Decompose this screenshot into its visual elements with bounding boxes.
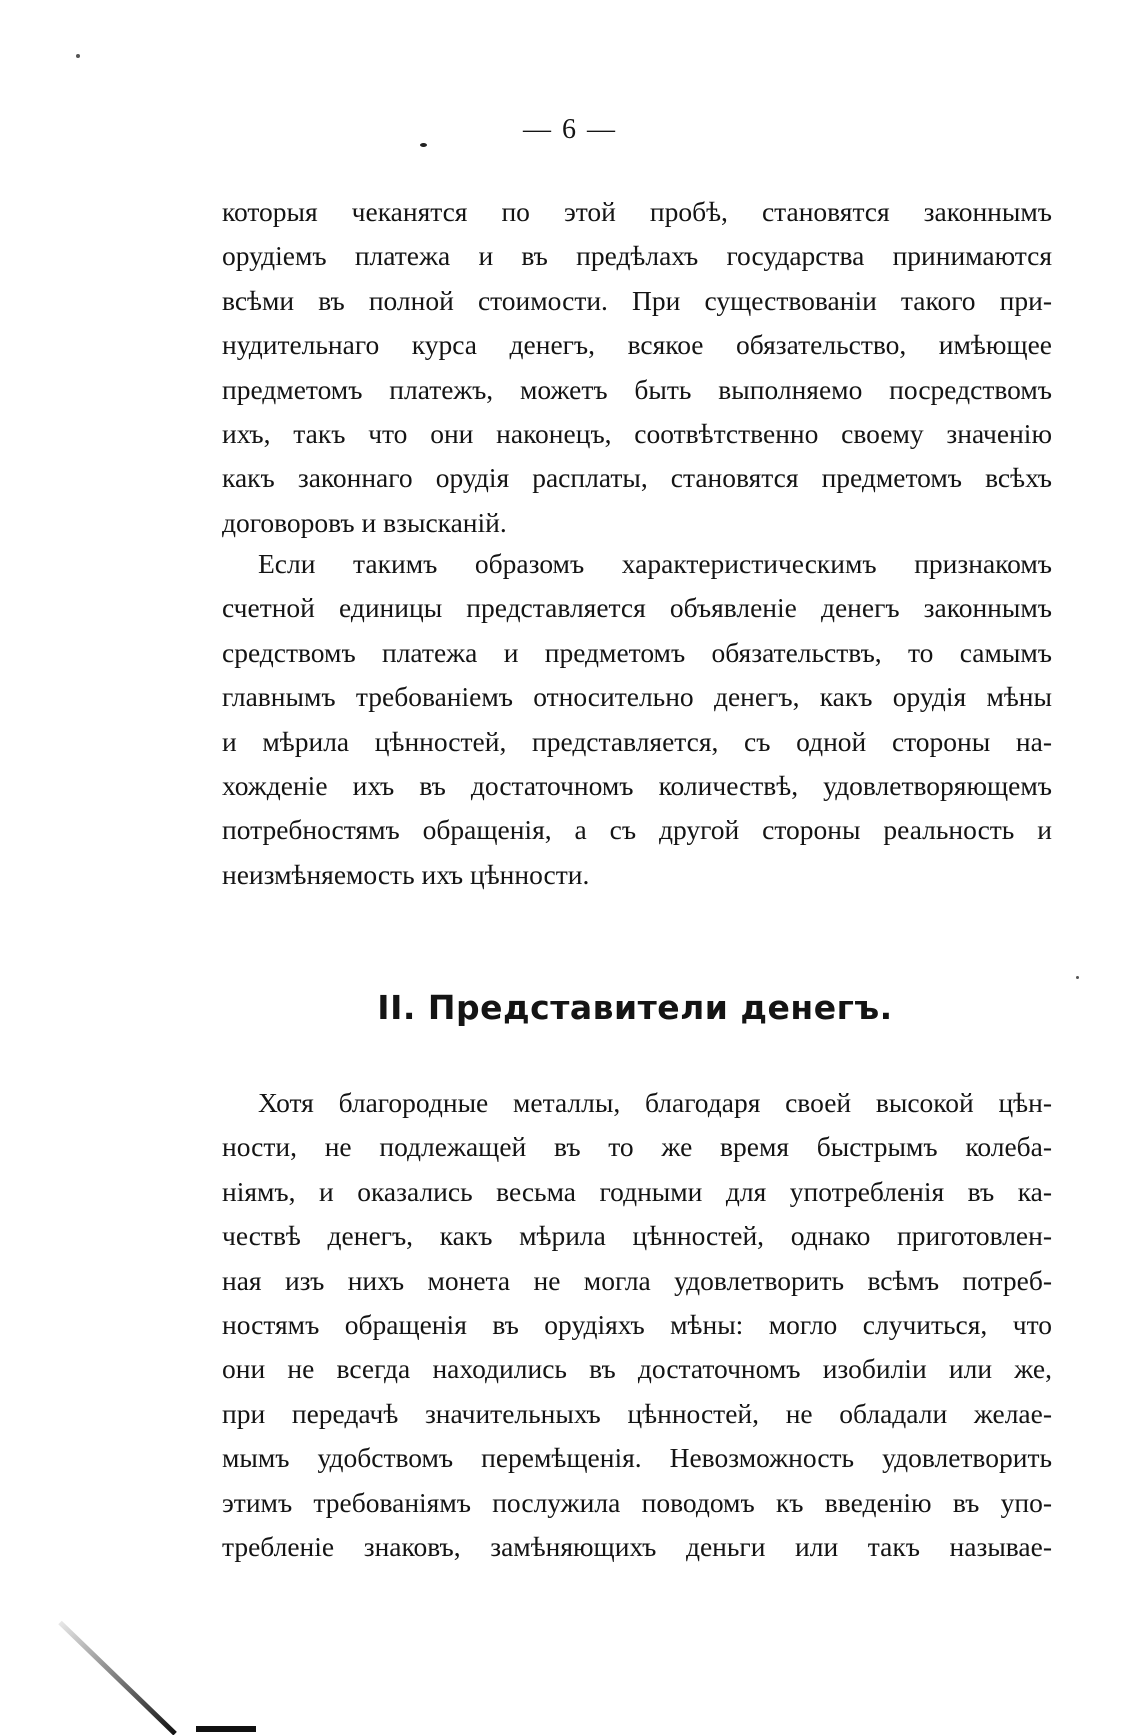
text-line: при передачѣ значительныхъ цѣнностей, не обладали желае- [222, 1397, 1052, 1429]
scan-streak [58, 1621, 177, 1735]
text-line: Если такимъ образомъ характеристическимъ признакомъ [258, 548, 1052, 579]
text-line: какъ законнаго орудія расплаты, становятся предметомъ всѣхъ [222, 462, 1052, 494]
text-line: ихъ, такъ что они наконецъ, соотвѣтственно своему значенію [222, 417, 1052, 449]
text-line: предметомъ платежъ, можетъ быть выполняемо посредствомъ [222, 373, 1052, 405]
text-line: Хотя благородные металлы, благодаря своей высокой цѣн- [258, 1087, 1052, 1118]
text-line: они не всегда находились въ достаточномъ изобиліи или же, [222, 1353, 1052, 1385]
text-line: неизмѣняемость ихъ цѣнности. [222, 858, 590, 890]
text-line: потребностямъ обращенія, а съ другой стороны реальность и [222, 814, 1052, 846]
text-line: счетной единицы представляется объявленіе денегъ законнымъ [222, 592, 1052, 624]
paragraph-2 [222, 542, 1052, 897]
text-line: договоровъ и взысканій. [222, 506, 507, 538]
scan-speck [1076, 976, 1079, 979]
text-line: ніямъ, и оказались весьма годными для употребленія въ ка- [222, 1175, 1052, 1207]
text-line: всѣми въ полной стоимости. При существованіи такого при- [222, 284, 1052, 316]
text-line: нудительнаго курса денегъ, всякое обязательство, имѣющее [222, 329, 1052, 361]
text-line: и мѣрила цѣнностей, представляется, съ одной стороны на- [222, 725, 1052, 757]
scan-speck [420, 143, 427, 147]
section-heading: II. Представители денегъ. [377, 988, 893, 1027]
text-line: мымъ удобствомъ перемѣщенія. Невозможность удовлетворить [222, 1442, 1052, 1474]
text-line: средствомъ платежа и предметомъ обязательствъ, то самымъ [222, 636, 1052, 668]
text-line: хожденіе ихъ въ достаточномъ количествѣ, удовлетворяющемъ [222, 769, 1052, 801]
page-number: — 6 — [523, 114, 617, 145]
text-line: ная изъ нихъ монета не могла удовлетворить всѣмъ потреб- [222, 1264, 1052, 1296]
text-line: главнымъ требованіемъ относительно денегъ, какъ орудія мѣны [222, 681, 1052, 713]
paragraph-3 [222, 1081, 1052, 1569]
text-line: этимъ требованіямъ послужила поводомъ къ введенію въ упо- [222, 1486, 1052, 1518]
text-line: ности, не подлежащей въ то же время быстрымъ колеба- [222, 1131, 1052, 1163]
scan-speck [76, 54, 80, 58]
text-line: ностямъ обращенія въ орудіяхъ мѣны: могло случиться, что [222, 1308, 1052, 1340]
paragraph-1 [222, 190, 1052, 545]
text-line: орудіемъ платежа и въ предѣлахъ государства принимаются [222, 240, 1052, 272]
scan-edge-mark [196, 1726, 256, 1732]
text-line: чествѣ денегъ, какъ мѣрила цѣнностей, однако приготовлен- [222, 1220, 1052, 1252]
text-line: требленіе знаковъ, замѣняющихъ деньги или такъ называе- [222, 1530, 1052, 1562]
text-line: которыя чеканятся по этой пробѣ, становятся законнымъ [222, 196, 1052, 227]
